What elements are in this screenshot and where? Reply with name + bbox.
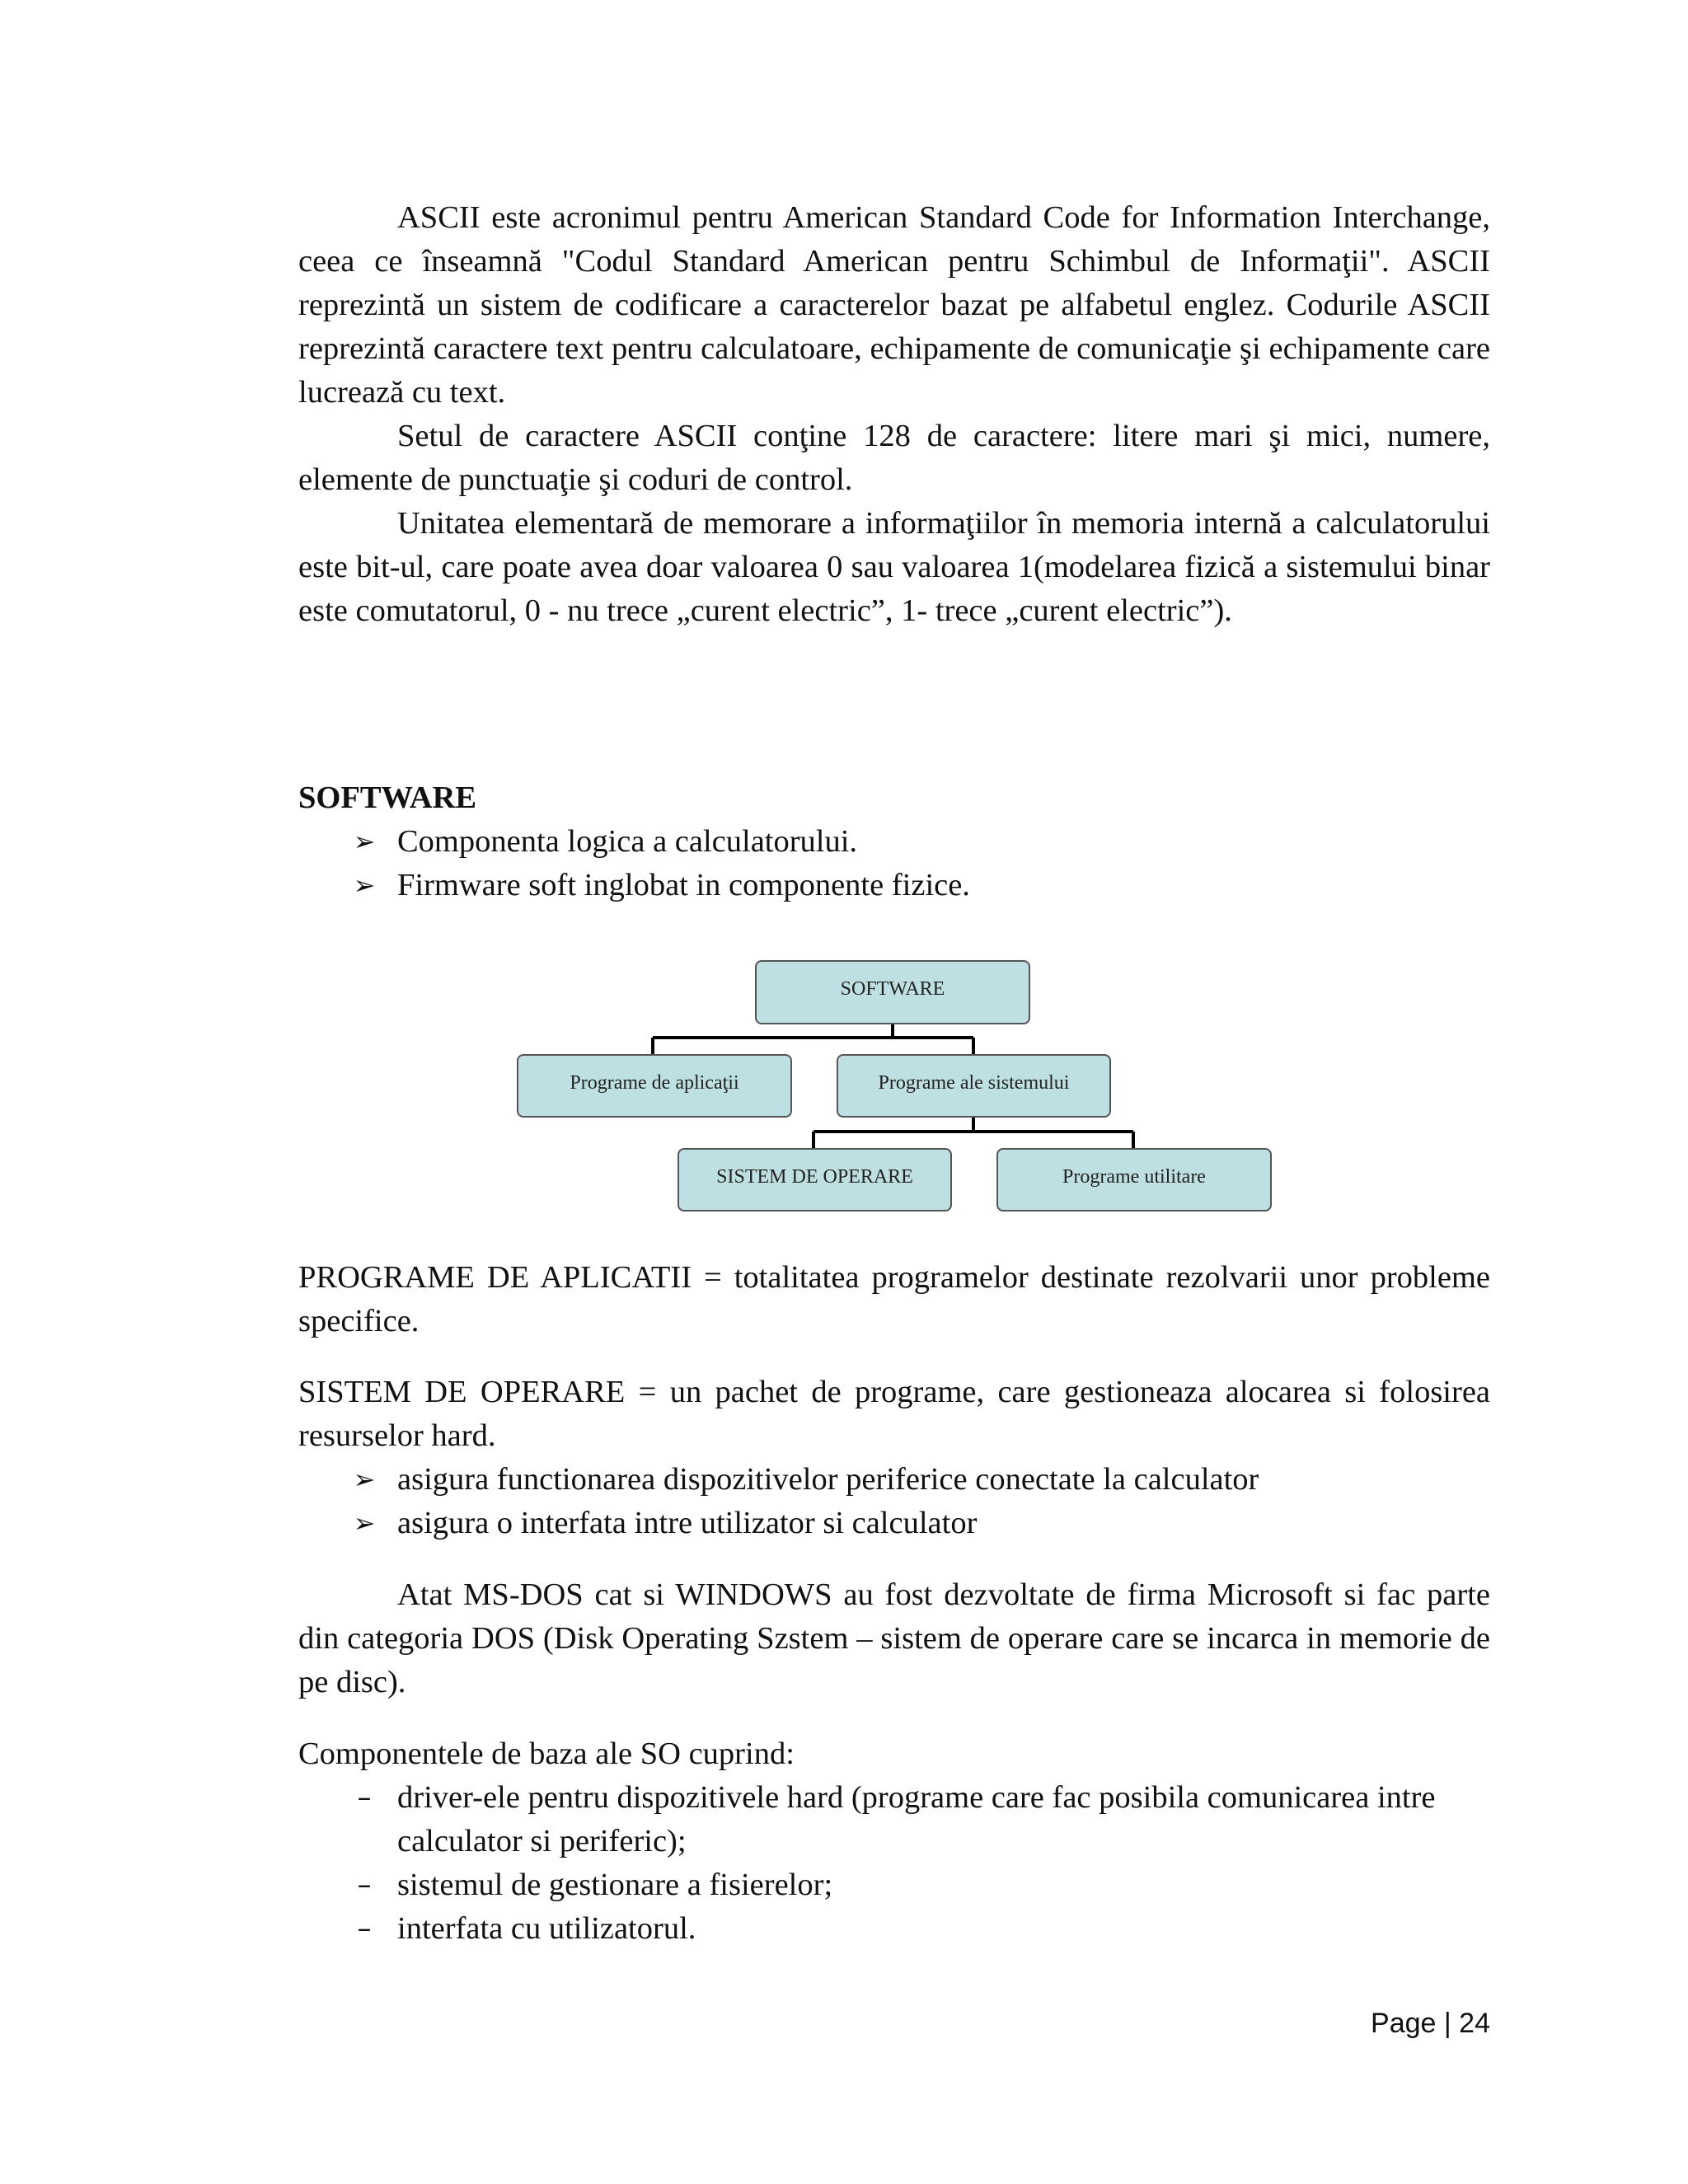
- paragraph-definition-aplicatii: [298, 1256, 1490, 1343]
- definition-text-aplicatii: = totalitatea programelor destinate rezolvarii unor probleme specifice.: [298, 1260, 1490, 1338]
- arrow-bullet-icon: ➢: [353, 1507, 376, 1539]
- node-sistem-de-operare: SISTEM DE OPERARE: [678, 1148, 952, 1212]
- components-dash-list: [298, 1776, 1490, 1951]
- node-programe-sistemului: Programe ale sistemului: [837, 1054, 1111, 1118]
- dash-bullet-icon: –: [357, 1912, 372, 1945]
- software-bullet-list: [298, 820, 1490, 907]
- bullet-text: Componenta logica a calculatorului.: [397, 824, 858, 859]
- bullet-text: interfata cu utilizatorul.: [397, 1911, 696, 1946]
- list-item: [298, 1863, 1490, 1907]
- paragraph-definition-so: [298, 1371, 1490, 1458]
- dash-bullet-icon: –: [357, 1868, 372, 1901]
- list-item: [298, 820, 1490, 864]
- paragraph-bit-unit: Unitatea elementară de memorare a informaţiilor în memoria internă a calculatorului este bit-ul, care poate avea doar valoarea 0 sau valoarea 1(modelarea fizică a sistemului binar este comutatorul, 0 - nu trece „curent electric”, 1- trece „curent electric”).: [298, 506, 1490, 628]
- software-heading: SOFTWARE: [298, 780, 477, 815]
- so-bullet-list: [298, 1458, 1490, 1545]
- footer-page-number: 24: [1459, 2008, 1490, 2039]
- page-number-footer: [1335, 2008, 1490, 2040]
- paragraph-ascii-definition: ASCII este acronimul pentru American Standard Code for Information Interchange, ceea ce înseamnă "Codul Standard American pentru Schimbul de Informaţii". ASCII reprezintă un sistem de codificare a caracterelor bazat pe alfabetul englez. Codurile ASCII reprezintă caractere text pentru calculatoare, echipamente de comunicaţie şi echipamente care lucrează cu text.: [298, 200, 1490, 410]
- dos-section: [298, 1573, 1490, 1704]
- paragraph-dos: Atat MS-DOS cat si WINDOWS au fost dezvoltate de firma Microsoft si fac parte din categoria DOS (Disk Operating Szstem – sistem de operare care se incarca in memorie de pe disc).: [298, 1577, 1490, 1699]
- arrow-bullet-icon: ➢: [353, 826, 376, 857]
- node-programe-utilitare: Programe utilitare: [996, 1148, 1272, 1212]
- definition-text-so: = un pachet de programe, care gestioneaza alocarea si folosirea resurselor hard.: [298, 1375, 1491, 1453]
- dash-bullet-icon: –: [357, 1781, 372, 1814]
- bullet-text: Firmware soft inglobat in componente fizice.: [397, 868, 970, 902]
- bullet-text: asigura functionarea dispozitivelor periferice conectate la calculator: [397, 1462, 1259, 1497]
- components-intro: Componentele de baza ale SO cuprind:: [298, 1736, 795, 1771]
- bullet-text: asigura o interfata intre utilizator si calculator: [397, 1506, 978, 1540]
- definition-sistem-de-operare: [298, 1371, 1490, 1545]
- list-item: [298, 1776, 1490, 1863]
- definition-aplicatii: [298, 1256, 1490, 1343]
- term-programe-de-aplicatii: PROGRAME DE APLICATII: [298, 1260, 692, 1295]
- footer-page-label: Page: [1371, 2008, 1437, 2039]
- footer-separator: |: [1443, 2008, 1451, 2039]
- term-sistem-de-operare: SISTEM DE OPERARE: [298, 1375, 626, 1409]
- node-programe-aplicatii: Programe de aplicaţii: [517, 1054, 792, 1118]
- list-item: [298, 1502, 1490, 1545]
- paragraph-ascii-charset: Setul de caractere ASCII conţine 128 de caractere: litere mari şi mici, numere, elemente de punctuaţie şi coduri de control.: [298, 419, 1490, 497]
- list-item: [298, 1907, 1490, 1951]
- arrow-bullet-icon: ➢: [353, 1464, 376, 1495]
- list-item: [298, 1458, 1490, 1502]
- software-section: [298, 776, 1490, 907]
- components-section: [298, 1732, 1490, 1951]
- arrow-bullet-icon: ➢: [353, 869, 376, 901]
- node-software-root: SOFTWARE: [755, 960, 1030, 1024]
- bullet-text: driver-ele pentru dispozitivele hard (programe care fac posibila comunicarea intre calculator si periferic);: [397, 1780, 1436, 1858]
- list-item: [298, 864, 1490, 907]
- ascii-section: [298, 196, 1490, 633]
- bullet-text: sistemul de gestionare a fisierelor;: [397, 1868, 833, 1902]
- software-hierarchy-diagram: [495, 952, 1286, 1216]
